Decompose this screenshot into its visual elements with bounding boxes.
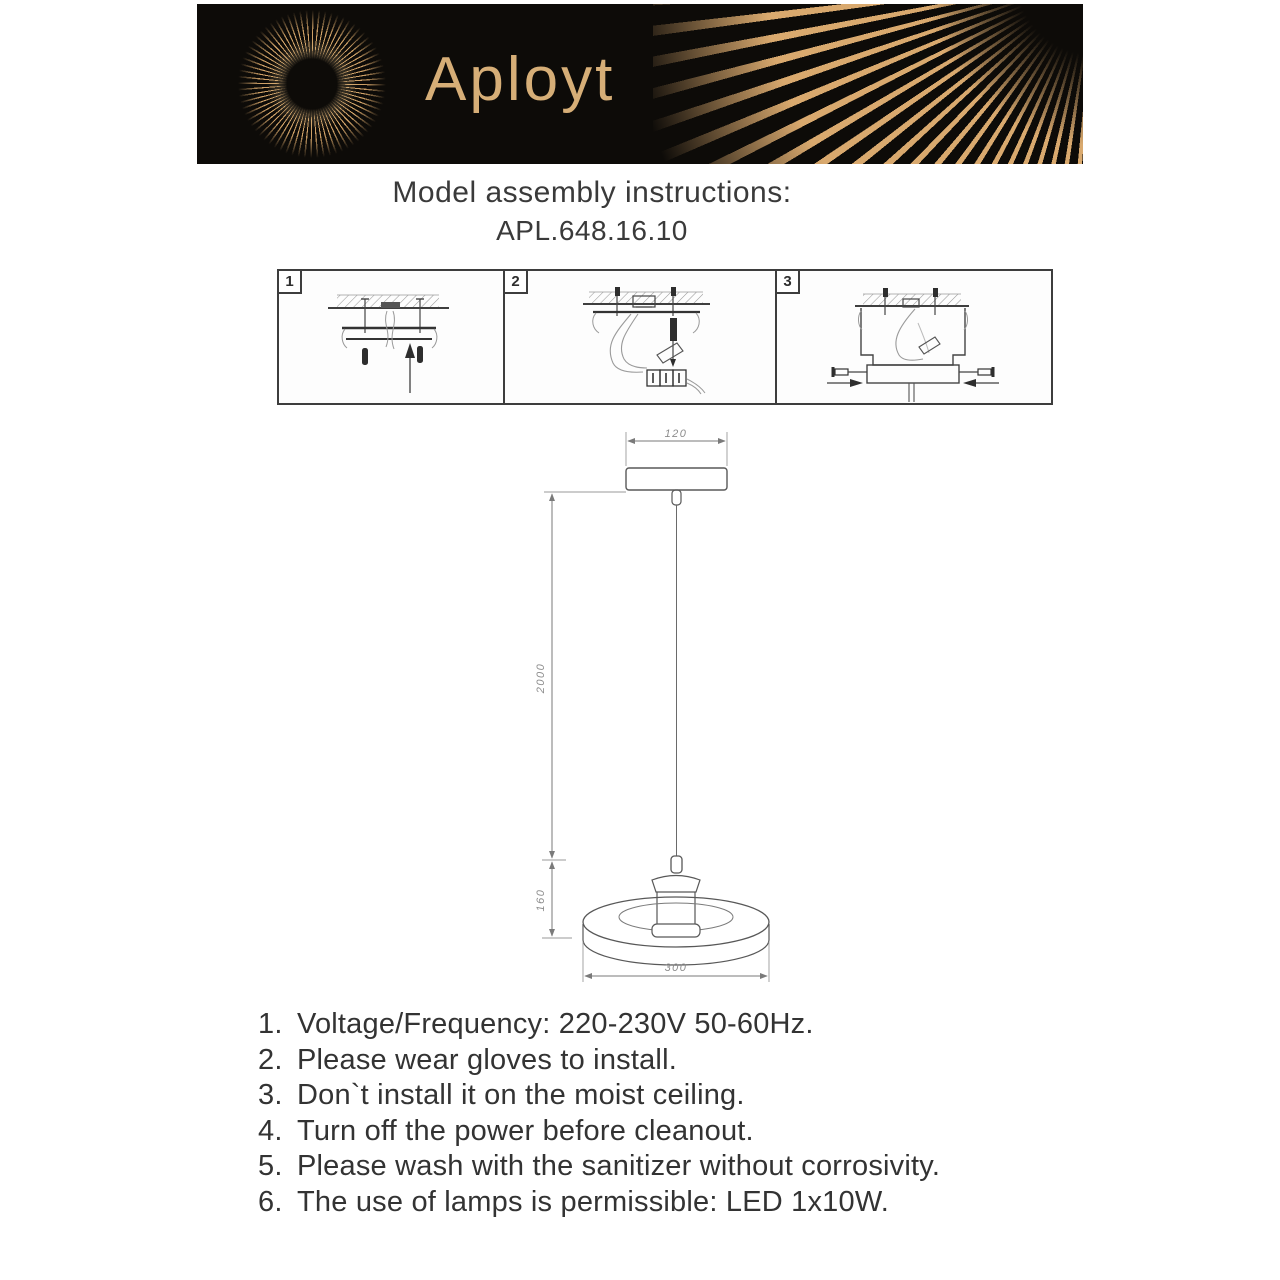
list-item-text: The use of lamps is permissible: LED 1x10W. [297, 1185, 890, 1218]
dim-shade-height: 160 [535, 888, 547, 912]
step-1-number: 1 [279, 271, 302, 294]
step-2-panel [505, 269, 777, 405]
model-number: APL.648.16.10 [496, 215, 688, 246]
instruction-list [258, 1008, 1088, 1221]
list-item-text: Please wash with the sanitizer without corrosivity. [297, 1150, 941, 1182]
brand-banner [197, 4, 1083, 164]
page-title: Model assembly instructions: [392, 176, 792, 209]
list-item [258, 1150, 1088, 1186]
list-item [258, 1186, 1088, 1222]
step-3-illustration [777, 271, 1049, 403]
title-block [192, 176, 992, 247]
list-item [258, 1008, 1088, 1044]
list-item-number: 4. [258, 1114, 283, 1147]
step-2-illustration [505, 271, 773, 403]
step-3-panel [777, 269, 1053, 405]
corner-rays-icon [653, 4, 1083, 164]
step-1-panel [277, 269, 505, 405]
step-3-number: 3 [777, 271, 800, 294]
dim-canopy-width: 120 [664, 428, 688, 440]
list-item-text: Don`t install it on the moist ceiling. [297, 1079, 745, 1111]
list-item-text: Voltage/Frequency: 220-230V 50-60Hz. [297, 1008, 814, 1040]
starburst-icon [235, 7, 389, 161]
step-2-number: 2 [505, 271, 528, 294]
brand-name: Aployt [425, 45, 616, 114]
list-item-number: 3. [258, 1079, 283, 1111]
step-1-illustration [279, 271, 503, 403]
list-item-text: Please wear gloves to install. [297, 1043, 677, 1076]
list-item-number: 2. [258, 1043, 283, 1076]
list-item-number: 1. [258, 1008, 283, 1040]
list-item [258, 1044, 1088, 1080]
list-item-number: 6. [258, 1185, 283, 1218]
assembly-steps [277, 269, 1053, 405]
dim-shade-width: 300 [664, 962, 688, 974]
list-item [258, 1115, 1088, 1151]
list-item [258, 1079, 1088, 1115]
dim-cable-height: 2000 [535, 662, 547, 694]
list-item-number: 5. [258, 1150, 283, 1182]
list-item-text: Turn off the power before cleanout. [297, 1114, 754, 1147]
pendant-dimension-drawing [500, 428, 820, 1000]
